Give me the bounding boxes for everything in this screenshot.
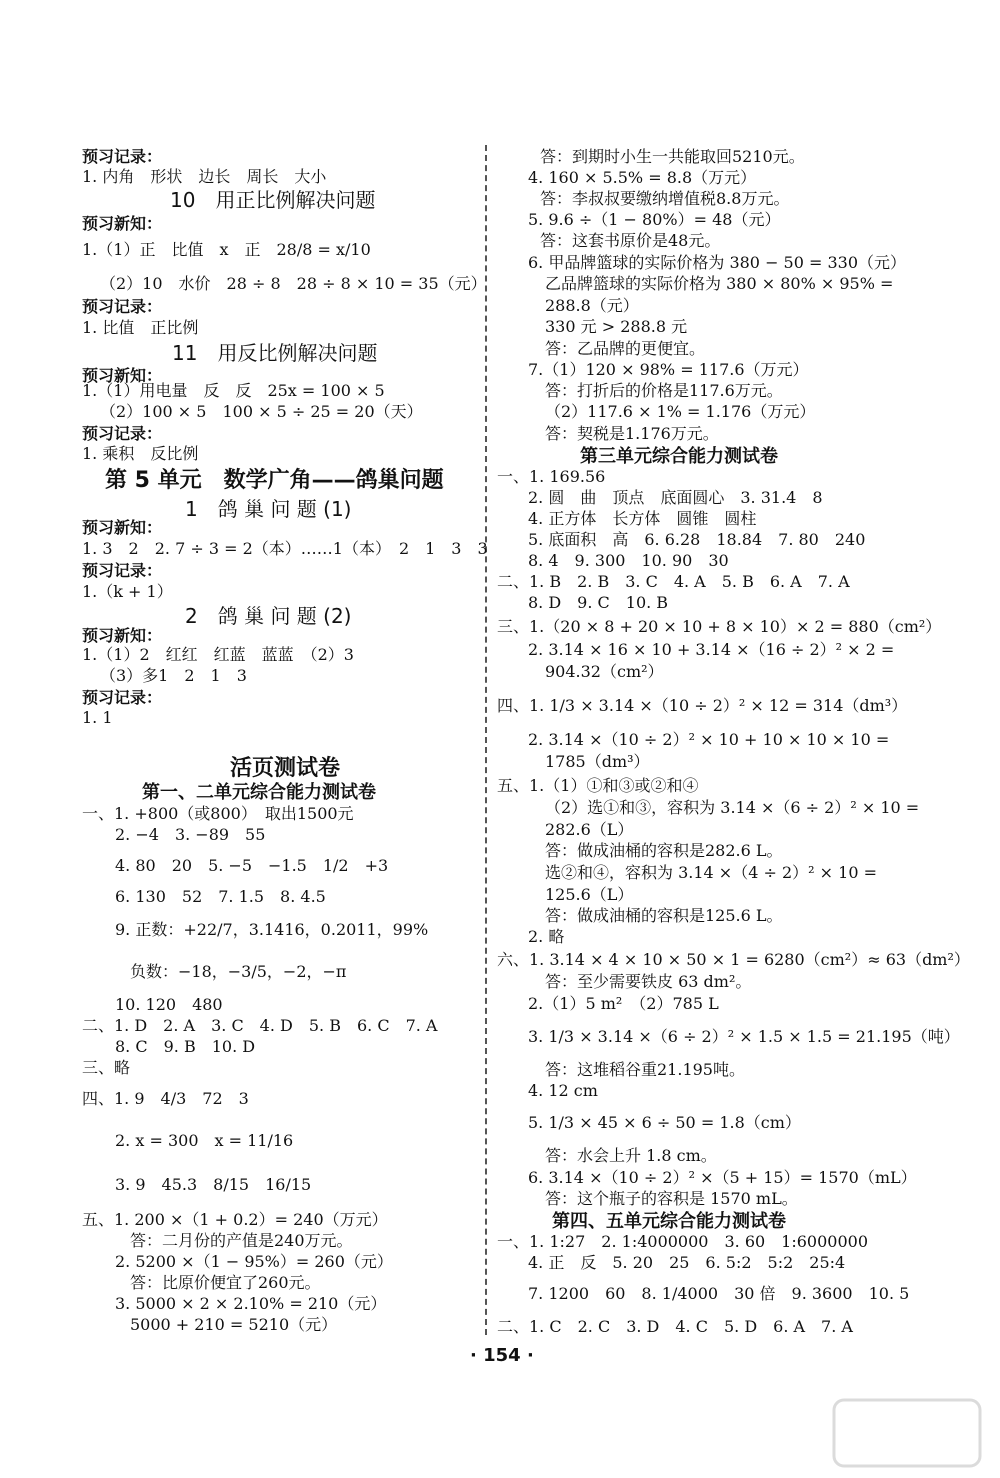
right-line: 2.（1）5 m² （2）785 L: [528, 994, 719, 1013]
right-line: 904.32（cm²）: [545, 662, 664, 681]
left-line: 1. 3 2 2. 7 ÷ 3 = 2（本）……1（本） 2 1 3 3: [82, 539, 488, 558]
left-line: 10 用正比例解决问题: [170, 188, 376, 212]
right-line: 答：这套书原价是48元。: [540, 231, 721, 250]
right-line: 答：至少需要铁皮 63 dm²。: [545, 972, 752, 991]
right-line: 4. 正方体 长方体 圆锥 圆柱: [528, 509, 757, 528]
left-line: 2 鸽 巢 问 题 (2): [185, 604, 352, 628]
right-line: 选②和④，容积为 3.14 ×（4 ÷ 2）² × 10 =: [545, 863, 877, 882]
left-line: 8. C 9. B 10. D: [115, 1037, 256, 1056]
right-line: 答：到期时小生一共能取回5210元。: [540, 147, 805, 166]
left-line: 10. 120 480: [115, 995, 223, 1014]
right-line: 5. 1/3 × 45 × 6 ÷ 50 = 1.8（cm）: [528, 1113, 801, 1132]
left-line: 答：比原价便宜了260元。: [130, 1273, 321, 1292]
right-line: 乙品牌篮球的实际价格为 380 × 80% × 95% =: [545, 274, 894, 293]
right-line: 二、1. C 2. C 3. D 4. C 5. D 6. A 7. A: [497, 1317, 853, 1336]
right-line: 答：做成油桶的容积是125.6 L。: [545, 906, 783, 925]
left-line: 1. 乘积 反比例: [82, 444, 199, 463]
right-line: 330 元 > 288.8 元: [545, 317, 688, 336]
right-line: 答：做成油桶的容积是282.6 L。: [545, 841, 783, 860]
left-line: 三、略: [82, 1058, 131, 1077]
left-line: 预习记录：: [82, 688, 163, 707]
right-line: 2. 圆 曲 顶点 底面圆心 3. 31.4 8: [528, 488, 823, 507]
right-line: 2. 略: [528, 927, 565, 946]
left-line: 预习新知：: [82, 626, 163, 645]
right-line: 125.6（L）: [545, 885, 634, 904]
left-line: 1 鸽 巢 问 题 (1): [185, 497, 352, 521]
right-line: 答：李叔叔要缴纳增值税8.8万元。: [540, 189, 790, 208]
right-line: 第四、五单元综合能力测试卷: [552, 1211, 786, 1232]
right-line: 答：契税是1.176万元。: [545, 424, 719, 443]
left-line: 1. 1: [82, 708, 113, 727]
left-line: 预习记录：: [82, 424, 163, 443]
left-line: （3）多1 2 1 3: [100, 666, 247, 685]
left-line: 4. 80 20 5. −5 −1.5 1/2 +3: [115, 856, 389, 875]
watermark-logo: [832, 1398, 982, 1468]
left-line: 1.（1）正 比值 x 正 28/8 = x/10: [82, 240, 371, 259]
left-line: 第 5 单元 数学广角——鸽巢问题: [105, 468, 444, 493]
right-line: 4. 正 反 5. 20 25 6. 5:2 5:2 25:4: [528, 1253, 846, 1272]
left-line: 1. 内角 形状 边长 周长 大小: [82, 167, 327, 186]
left-line: 预习记录：: [82, 561, 163, 580]
right-line: 一、1. 169.56: [497, 467, 606, 486]
left-line: 1.（k + 1）: [82, 582, 173, 601]
right-line: 2. 3.14 ×（10 ÷ 2）² × 10 + 10 × 10 × 10 =: [528, 730, 890, 749]
right-line: 4. 12 cm: [528, 1081, 598, 1100]
right-line: 2. 3.14 × 16 × 10 + 3.14 ×（16 ÷ 2）² × 2 =: [528, 640, 895, 659]
left-line: 1. 比值 正比例: [82, 318, 199, 337]
right-line: 六、1. 3.14 × 4 × 10 × 50 × 1 = 6280（cm²）≈ 63（dm²）: [497, 950, 970, 969]
left-line: 预习新知：: [82, 518, 163, 537]
left-line: 五、1. 200 ×（1 + 0.2）= 240（万元）: [82, 1210, 388, 1229]
left-line: 第一、二单元综合能力测试卷: [142, 782, 376, 803]
left-line: 11 用反比例解决问题: [172, 341, 378, 365]
left-line: 3. 5000 × 2 × 2.10% = 210（元）: [115, 1294, 387, 1313]
left-line: 6. 130 52 7. 1.5 8. 4.5: [115, 887, 326, 906]
right-line: 7. 1200 60 8. 1/4000 30 倍 9. 3600 10. 5: [528, 1284, 910, 1303]
right-line: 6. 甲品牌篮球的实际价格为 380 − 50 = 330（元）: [528, 253, 907, 272]
right-line: （2）117.6 × 1% = 1.176（万元）: [545, 402, 816, 421]
right-line: （2）选①和③，容积为 3.14 ×（6 ÷ 2）² × 10 =: [545, 798, 920, 817]
right-line: 8. D 9. C 10. B: [528, 593, 669, 612]
right-line: 282.6（L）: [545, 820, 634, 839]
left-line: 预习记录：: [82, 147, 163, 166]
left-line: 2. −4 3. −89 55: [115, 825, 266, 844]
right-line: 6. 3.14 ×（10 ÷ 2）² ×（5 + 15）= 1570（mL）: [528, 1168, 917, 1187]
right-line: 1785（dm³）: [545, 752, 650, 771]
right-line: 答：这堆稻谷重21.195吨。: [545, 1060, 745, 1079]
left-line: 3. 9 45.3 8/15 16/15: [115, 1175, 312, 1194]
right-line: 8. 4 9. 300 10. 90 30: [528, 551, 729, 570]
left-line: 活页测试卷: [230, 756, 341, 781]
right-line: 5. 底面积 高 6. 6.28 18.84 7. 80 240: [528, 530, 866, 549]
left-line: 5000 + 210 = 5210（元）: [130, 1315, 338, 1334]
right-line: 一、1. 1:27 2. 1:4000000 3. 60 1:6000000: [497, 1232, 869, 1251]
right-line: 3. 1/3 × 3.14 ×（6 ÷ 2）² × 1.5 × 1.5 = 21.195（吨）: [528, 1027, 960, 1046]
right-line: 5. 9.6 ÷（1 − 80%）= 48（元）: [528, 210, 781, 229]
right-line: 4. 160 × 5.5% = 8.8（万元）: [528, 168, 757, 187]
right-line: 答：乙品牌的更便宜。: [545, 339, 706, 358]
right-line: 答：这个瓶子的容积是 1570 mL。: [545, 1189, 798, 1208]
right-line: 二、1. B 2. B 3. C 4. A 5. B 6. A 7. A: [497, 572, 850, 591]
left-line: 预习记录：: [82, 297, 163, 316]
right-line: 第三单元综合能力测试卷: [580, 446, 778, 467]
right-line: 答：打折后的价格是117.6万元。: [545, 381, 783, 400]
left-line: 预习新知：: [82, 214, 163, 233]
left-line: 一、1. +800（或800） 取出1500元: [82, 804, 354, 823]
left-line: （2）10 水价 28 ÷ 8 28 ÷ 8 × 10 = 35（元）: [100, 274, 487, 293]
left-line: （2）100 × 5 100 × 5 ÷ 25 = 20（天）: [100, 402, 423, 421]
column-divider: [485, 145, 487, 1335]
right-line: 四、1. 1/3 × 3.14 ×（10 ÷ 2）² × 12 = 314（dm³）: [497, 696, 908, 715]
left-line: 9. 正数：+22/7，3.1416，0.2011，99%: [115, 920, 429, 939]
left-line: 2. 5200 ×（1 − 95%）= 260（元）: [115, 1252, 393, 1271]
right-line: 五、1.（1）①和③或②和④: [497, 776, 699, 795]
left-line: 四、1. 9 4/3 72 3: [82, 1089, 249, 1108]
right-line: 答：水会上升 1.8 cm。: [545, 1146, 717, 1165]
left-line: 答：二月份的产值是240万元。: [130, 1231, 353, 1250]
left-line: 2. x = 300 x = 11/16: [115, 1131, 294, 1150]
left-line: 1.（1）用电量 反 反 25x = 100 × 5: [82, 381, 385, 400]
left-line: 1.（1）2 红红 红蓝 蓝蓝 （2）3: [82, 645, 354, 664]
page-number: · 154 ·: [470, 1345, 534, 1366]
left-line: 负数：−18，−3/5，−2，−π: [130, 962, 347, 981]
left-line: 预习新知：: [82, 366, 163, 385]
right-line: 288.8（元）: [545, 296, 639, 315]
left-line: 二、1. D 2. A 3. C 4. D 5. B 6. C 7. A: [82, 1016, 438, 1035]
right-line: 7.（1）120 × 98% = 117.6（万元）: [528, 360, 809, 379]
right-line: 三、1.（20 × 8 + 20 × 10 + 8 × 10）× 2 = 880（cm²）: [497, 617, 942, 636]
